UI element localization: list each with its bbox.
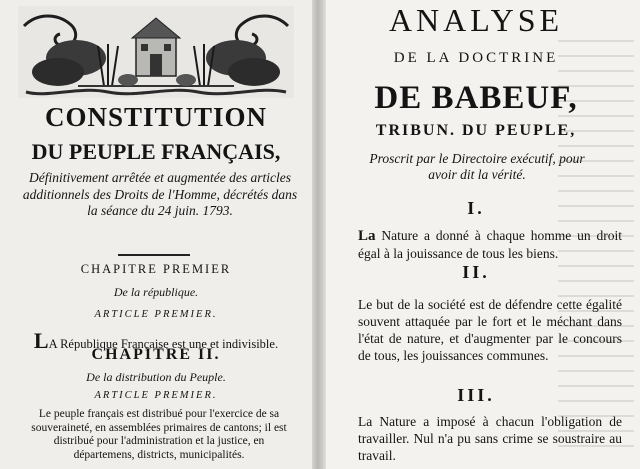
chapter-1-article-heading: ARTICLE PREMIER.: [94, 309, 218, 320]
article-number-3: III.: [457, 385, 495, 405]
chapter-2-article-text: Le peuple français est distribué pour l'exercice de sa souveraineté, en assemblées primaires de cantons; il est distribué pour l'administration et la justice, en départemens, districts, municipalités.: [31, 408, 287, 461]
constitution-title: CONSTITUTION: [44, 102, 268, 132]
article-1-text: Nature a donné à chaque homme un droit égal à la jouissance de tous les biens.: [358, 228, 623, 261]
article-1-body: A République Française est une et indivisible.: [48, 337, 279, 351]
analyse-subtitle-tribun: TRIBUN. DU PEUPLE,: [375, 122, 577, 139]
drop-initial: L: [33, 328, 49, 353]
analyse-subtitle-babeuf: DE BABEUF,: [374, 80, 578, 116]
article-2-paragraph: Le but de la société est de défendre cette égalité souvent attaquée par le fort et le méchant dans l'état de nature, et d'augmenter par le concours de tous, les jouissances communes.: [358, 297, 622, 363]
proscrit-note: Proscrit par le Directoire exécutif, pour avoir dit la vérité.: [369, 151, 585, 182]
book-gutter: [312, 0, 326, 469]
analyse-title: ANALYSE: [388, 2, 564, 38]
article-number-2: II.: [462, 262, 490, 282]
paragraph-initial: La: [358, 228, 376, 244]
constitution-description: Définitivement arrêtée et augmentée des articles additionnels des Droits de l'Homme, décrétés dans la séance du 24 juin. 1793.: [22, 170, 298, 218]
engraved-vignette-illustration: [18, 6, 294, 98]
chapter-1-heading: CHAPITRE PREMIER: [80, 262, 232, 276]
article-1-paragraph: [358, 227, 622, 262]
chapter-2-article-heading: ARTICLE PREMIER.: [94, 390, 218, 401]
article-3-paragraph: La Nature a imposé à chacun l'obligation de travailler. Nul n'a pu sans crime se soustraire au travail.: [358, 414, 622, 463]
constitution-subtitle: DU PEUPLE FRANÇAIS,: [31, 139, 281, 164]
chapter-1-subtitle: De la république.: [113, 285, 199, 299]
article-number-1: I.: [467, 198, 485, 218]
section-divider: [118, 254, 190, 256]
chapter-2-heading: CHAPITRE II.: [91, 346, 221, 363]
chapter-2-subtitle: De la distribution du Peuple.: [86, 370, 226, 384]
analyse-subtitle-doctrine: DE LA DOCTRINE: [393, 50, 559, 66]
